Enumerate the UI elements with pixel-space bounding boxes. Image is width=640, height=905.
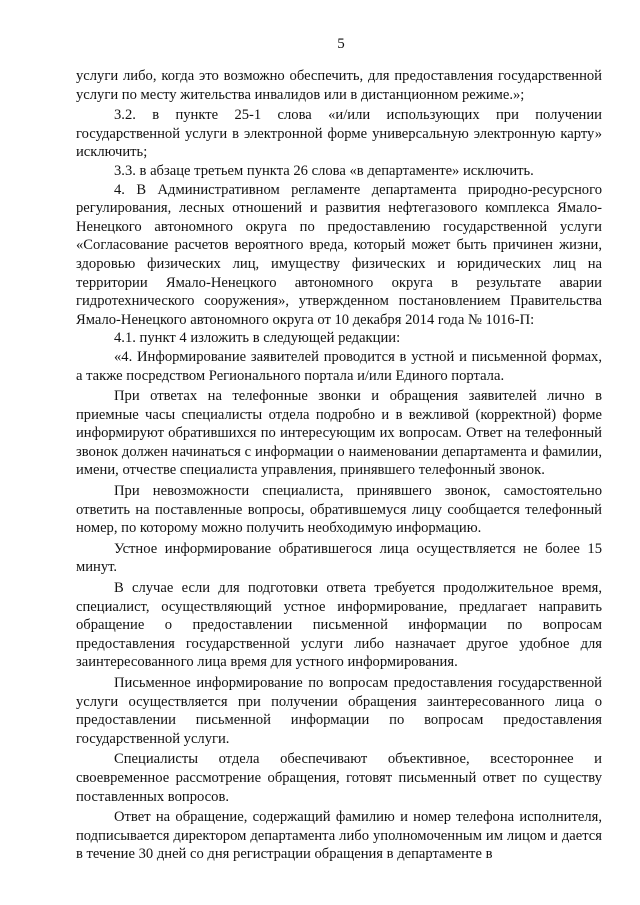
paragraph-response: Ответ на обращение, содержащий фамилию и номер телефона исполнителя, подписывается директором департамента либо уполномоченным им лицом и дается в течение 30 дней со дня регистрации обращения в департаменте в [76,809,602,863]
paragraph-specialists: Специалисты отдела обеспечивают объективное, всестороннее и своевременное рассмотрение обращения, готовят письменный ответ по существу поставленных вопросов. [76,751,602,805]
page-number: 5 [337,36,345,52]
paragraph-impossibility: При невозможности специалиста, принявшего звонок, самостоятельно ответить на поставленные вопросы, обратившемуся лицу сообщается телефонный номер, по которому можно получить необходимую информацию. [76,483,602,537]
paragraph-3-3: 3.3. в абзаце третьем пункта 26 слова «в департаменте» исключить. [114,162,534,179]
paragraph-written-informing: Письменное информирование по вопросам предоставления государственной услуги осуществляется при получении обращения заинтересованного лица о предоставлении письменной информации по вопросам предоставления государственной услуги. [76,675,602,747]
paragraph-long-preparation: В случае если для подготовки ответа требуется продолжительное время, специалист, осуществляющий устное информирование, предлагает направить обращение о предоставлении письменной информации по вопросам предоставления государственной услуги либо назначает другое удобное для заинтересованного лица время для устного информирования. [76,580,602,671]
paragraph-informing: «4. Информирование заявителей проводится в устной и письменной формах, а также посредством Регионального портала и/или Единого портала. [76,348,602,384]
paragraph-phone-calls: При ответах на телефонные звонки и обращения заявителей лично в приемные часы специалисты отдела подробно и в вежливой (корректной) форме информируют обратившихся по интересующим их вопросам. Ответ на телефонный звонок должен начинаться с информации о наименовании департамента и фамилии, имени, отчестве специалиста управления, принявшего телефонный звонок. [76,388,602,479]
paragraph-4: 4. В Административном регламенте департамента природно-ресурсного регулирования, лесных отношений и развития нефтегазового комплекса Ямало-Ненецкого автономного округа по предоставлению государственной услуги «Согласование расчетов вероятного вреда, который может быть причинен жизни, здоровью физических лиц, имуществу физических и юридических лиц на территории Ямало-Ненецкого автономного округа в результате аварии гидротехнического сооружения», утвержденном постановлением Правительства Ямало-Ненецкого автономного округа от 10 декабря 2014 года № 1016-П: [76,181,602,328]
paragraph-oral-duration: Устное информирование обратившегося лица осуществляется не более 15 минут. [76,540,602,576]
paragraph-3-2: 3.2. в пункте 25-1 слова «и/или использующих при получении государственной услуги в электронной форме универсальную электронную карту» исключить; [76,107,602,161]
paragraph-4-1: 4.1. пункт 4 изложить в следующей редакции: [114,330,401,347]
paragraph-continuation: услуги либо, когда это возможно обеспечить, для предоставления государственной услуги по месту жительства инвалидов или в дистанционном режиме.»; [76,68,602,103]
